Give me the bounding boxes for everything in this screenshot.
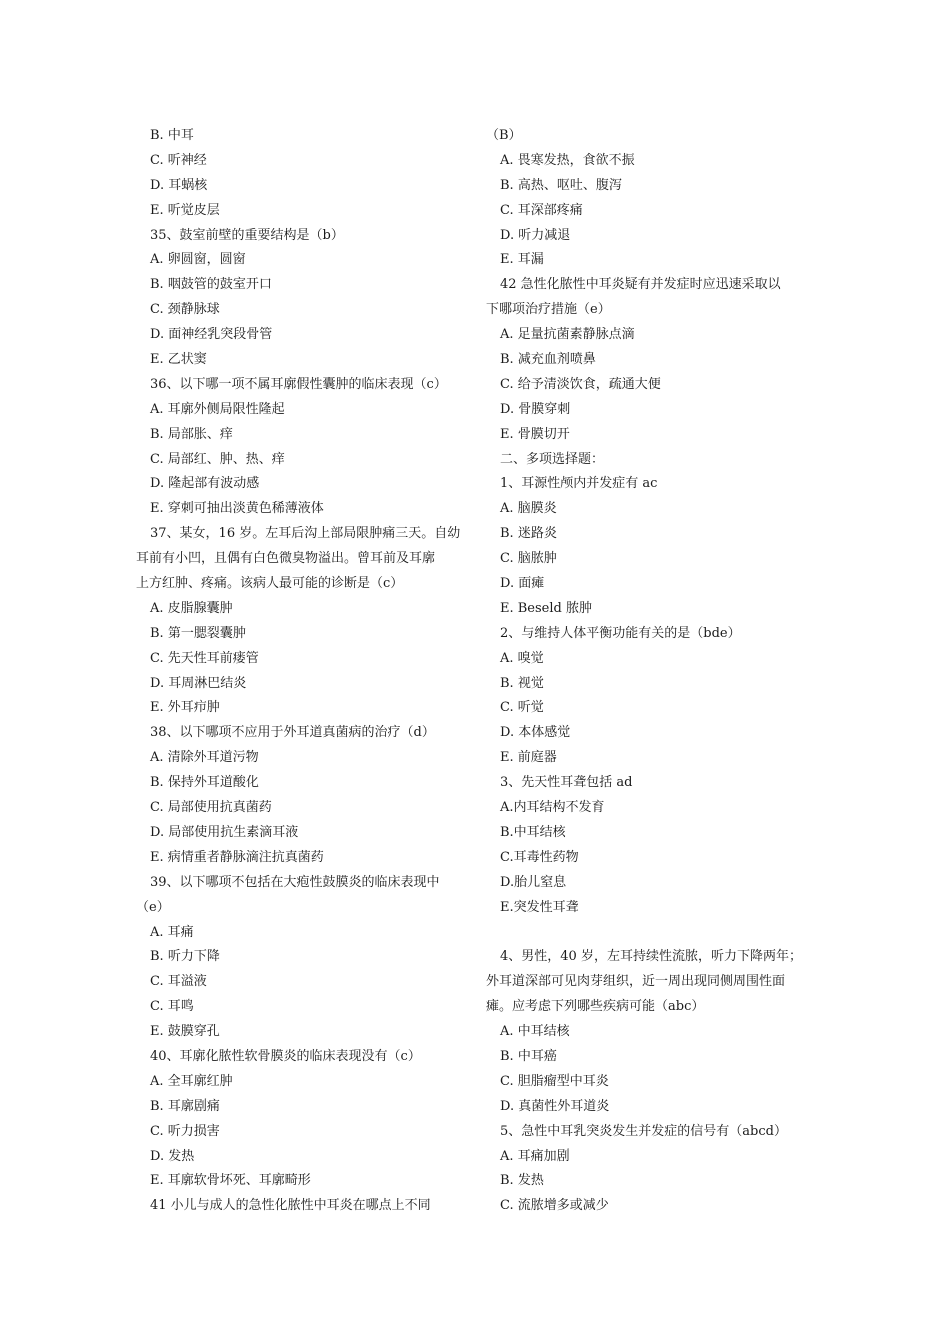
text-line: 上方红肿、疼痛。该病人最可能的诊断是（c）: [136, 576, 404, 592]
text-line: A. 耳痛加剧: [500, 1148, 570, 1164]
text-line: C. 胆脂瘤型中耳炎: [500, 1073, 609, 1089]
text-line: D. 隆起部有波动感: [150, 476, 260, 492]
text-line: B. 局部胀、痒: [150, 426, 233, 442]
text-line: A. 脑膜炎: [500, 501, 557, 517]
text-line: C. 颈静脉球: [150, 302, 220, 318]
text-line: A. 全耳廓红肿: [150, 1073, 233, 1089]
text-line: 35、鼓室前壁的重要结构是（b）: [150, 227, 344, 243]
text-line: 37、某女，16 岁。左耳后沟上部局限肿痛三天。自幼: [150, 526, 461, 542]
text-line: 38、以下哪项不应用于外耳道真菌病的治疗（d）: [150, 725, 435, 741]
text-line: 下哪项治疗措施（e）: [486, 302, 611, 318]
text-line: A. 耳廓外侧局限性隆起: [150, 401, 285, 417]
text-line: 二、多项选择题：: [500, 451, 605, 467]
text-line: B. 中耳: [150, 128, 194, 143]
text-line: E. 骨膜切开: [500, 426, 570, 442]
text-line: 36、以下哪一项不属耳廓假性囊肿的临床表现（c）: [150, 376, 447, 392]
text-line: A. 耳痛: [150, 924, 194, 940]
text-line: 3、先天性耳聋包括 ad: [500, 775, 633, 791]
text-line: D. 真菌性外耳道炎: [500, 1098, 610, 1114]
text-line: B. 发热: [500, 1173, 544, 1189]
text-line: E. 病情重者静脉滴注抗真菌药: [150, 849, 324, 865]
text-line: [486, 921, 826, 946]
text-line: C. 先天性耳前瘘管: [150, 650, 259, 666]
text-line: 4、男性，40 岁，左耳持续性流脓，听力下降两年；: [500, 949, 802, 965]
text-line: B. 第一腮裂囊肿: [150, 625, 246, 641]
text-line: B. 减充血剂喷鼻: [500, 352, 596, 368]
text-line: D. 面神经乳突段骨管: [150, 327, 273, 343]
text-line: C. 耳鸣: [150, 999, 194, 1015]
text-line: B. 中耳癌: [500, 1048, 557, 1064]
text-line: B. 高热、呕吐、腹泻: [500, 177, 622, 193]
text-line: E. 外耳疖肿: [150, 700, 220, 716]
text-line: 耳前有小凹，且偶有白色微臭物溢出。曾耳前及耳廓: [136, 551, 436, 567]
text-line: B. 耳廓剧痛: [150, 1098, 220, 1114]
text-line: A. 足量抗菌素静脉点滴: [500, 327, 635, 343]
text-line: C. 听力损害: [150, 1123, 220, 1139]
text-line: 5、急性中耳乳突炎发生并发症的信号有（abcd）: [500, 1123, 787, 1139]
text-line: D. 局部使用抗生素滴耳液: [150, 824, 299, 840]
text-line: C. 耳溢液: [150, 974, 207, 990]
text-line: D. 本体感觉: [500, 725, 571, 741]
text-line: B. 听力下降: [150, 949, 220, 965]
text-line: C. 局部红、肿、热、痒: [150, 451, 285, 467]
text-line: A. 清除外耳道污物: [150, 750, 259, 766]
text-line: B. 迷路炎: [500, 526, 557, 542]
text-line: D. 耳周淋巴结炎: [150, 675, 247, 691]
text-line: C. 听觉: [500, 700, 544, 716]
text-line: D. 面瘫: [500, 576, 545, 592]
text-line: A. 卵圆窗，圆窗: [150, 252, 246, 268]
text-line: A. 畏寒发热，食欲不振: [500, 152, 635, 168]
text-line: A. 嗅觉: [500, 650, 544, 666]
text-line: A.内耳结构不发育: [500, 800, 605, 816]
text-line: A. 皮脂腺囊肿: [150, 600, 233, 616]
text-line: E. Beseld 脓肿: [500, 600, 592, 616]
text-line: E. 耳廓软骨坏死、耳廓畸形: [150, 1173, 311, 1189]
text-line: D.胎儿窒息: [500, 874, 567, 890]
text-line: 42 急性化脓性中耳炎疑有并发症时应迅速采取以: [500, 277, 781, 293]
text-line: C. 流脓增多或减少: [500, 1198, 609, 1214]
text-line: E. 穿刺可抽出淡黄色稀薄液体: [150, 501, 324, 517]
text-line: B. 咽鼓管的鼓室开口: [150, 277, 272, 293]
text-line: C. 耳深部疼痛: [500, 202, 583, 218]
text-line: C. 给予清淡饮食，疏通大便: [500, 376, 661, 392]
text-line: 外耳道深部可见肉芽组织，近一周出现同侧周围性面: [486, 974, 786, 990]
text-line: D. 听力减退: [500, 227, 571, 243]
text-line: 瘫。应考虑下列哪些疾病可能（abc）: [486, 999, 705, 1015]
text-line: B. 视觉: [500, 675, 544, 691]
text-line: 1、耳源性颅内并发症有 ac: [500, 476, 658, 492]
text-line: C.耳毒性药物: [500, 849, 579, 865]
left-column: [136, 124, 478, 1219]
text-line: D. 骨膜穿刺: [500, 401, 571, 417]
text-line: E. 听觉皮层: [150, 202, 220, 218]
text-line: C. 听神经: [150, 152, 207, 168]
right-column: [486, 124, 826, 1219]
text-line: B. 保持外耳道酸化: [150, 775, 259, 791]
text-line: D. 发热: [150, 1148, 195, 1164]
text-line: 40、耳廓化脓性软骨膜炎的临床表现没有（c）: [150, 1048, 421, 1064]
text-line: C. 脑脓肿: [500, 551, 557, 567]
text-line: 39、以下哪项不包括在大疱性鼓膜炎的临床表现中: [150, 874, 440, 890]
text-line: E. 乙状窦: [150, 352, 207, 368]
text-line: A. 中耳结核: [500, 1024, 570, 1040]
text-line: （B）: [486, 128, 522, 143]
text-line: E. 前庭器: [500, 750, 557, 766]
text-line: E. 鼓膜穿孔: [150, 1024, 220, 1040]
text-line: B.中耳结核: [500, 824, 566, 840]
text-line: （e）: [136, 899, 170, 915]
text-line: E. 耳漏: [500, 252, 544, 268]
text-line: 41 小儿与成人的急性化脓性中耳炎在哪点上不同: [150, 1198, 431, 1214]
text-line: D. 耳蜗核: [150, 177, 208, 193]
text-line: E.突发性耳聋: [500, 899, 579, 915]
text-line: 2、与维持人体平衡功能有关的是（bde）: [500, 625, 741, 641]
text-line: C. 局部使用抗真菌药: [150, 800, 272, 816]
